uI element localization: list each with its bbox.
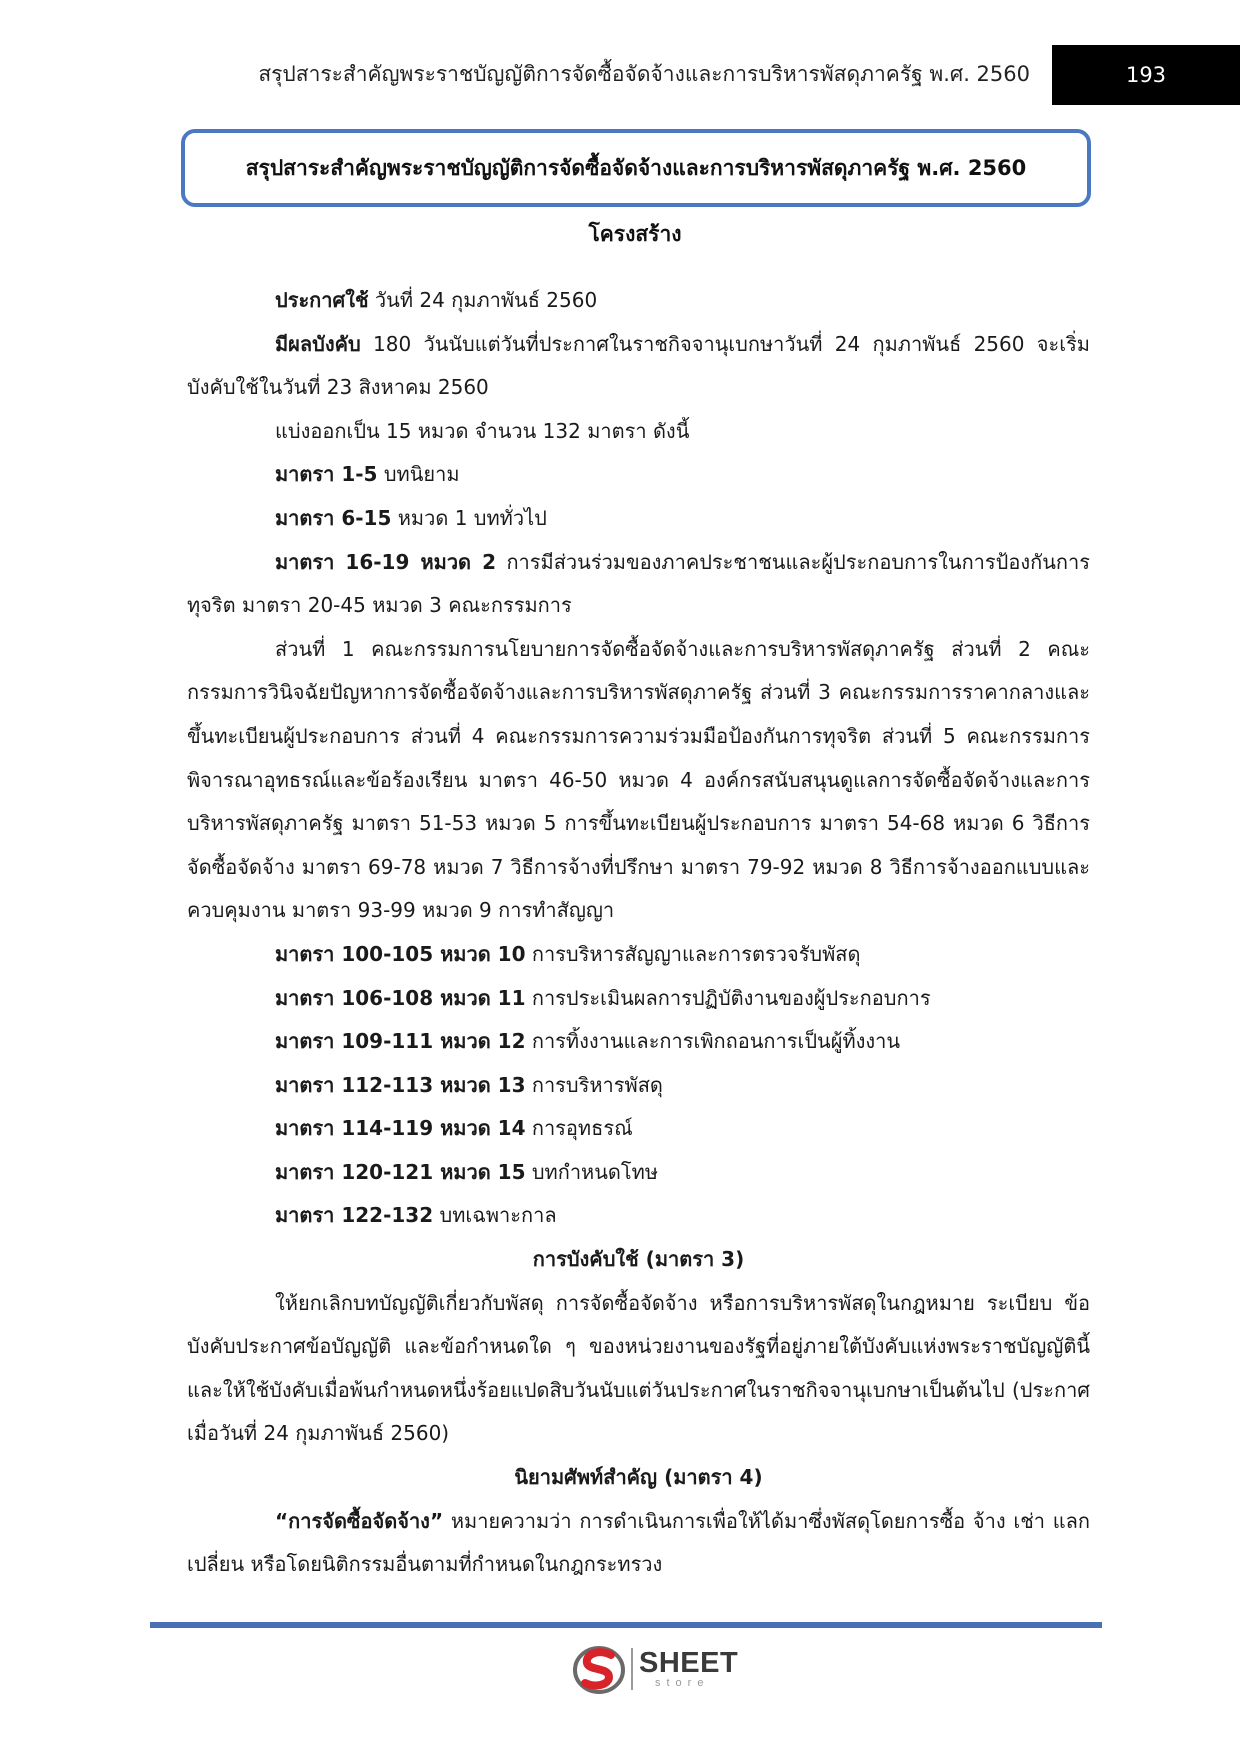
section-label: มาตรา 114-119 หมวด 14: [275, 1116, 526, 1141]
section-text: บทเฉพาะกาล: [433, 1203, 557, 1228]
section-122-132: [187, 1194, 1090, 1238]
section-112-113: [187, 1064, 1090, 1108]
footer-rule: [150, 1622, 1102, 1628]
document-title: สรุปสาระสำคัญพระราชบัญญัติการจัดซื้อจัดจ้างและการบริหารพัสดุภาครัฐ พ.ศ. 2560: [245, 155, 1027, 180]
enforcement-heading: การบังคับใช้ (มาตรา 3): [532, 1247, 745, 1272]
section-114-119: [187, 1107, 1090, 1151]
logo-sub-text: store: [655, 1677, 710, 1689]
section-text: การบริหารพัสดุ: [525, 1072, 663, 1097]
section-label: มาตรา 100-105 หมวด 10: [275, 941, 526, 966]
section-6-15: [187, 497, 1090, 541]
document-title-box: [181, 129, 1091, 207]
section-label: มาตรา 16-19 หมวด 2: [275, 549, 496, 574]
section-label: มาตรา 120-121 หมวด 15: [275, 1159, 526, 1184]
definition-procurement: [187, 1500, 1090, 1587]
running-header-title: สรุปสาระสำคัญพระราชบัญญัติการจัดซื้อจัดจ้างและการบริหารพัสดุภาครัฐ พ.ศ. 2560: [258, 62, 1030, 86]
section-label: มาตรา 6-15: [275, 505, 392, 530]
definitions-heading: นิยามศัพท์สำคัญ (มาตรา 4): [514, 1465, 763, 1490]
section-text: การประเมินผลการปฏิบัติงานของผู้ประกอบการ: [525, 985, 931, 1010]
enforcement-paragraph: ให้ยกเลิกบทบัญญัติเกี่ยวกับพัสดุ การจัดซื้อจัดจ้าง หรือการบริหารพัสดุในกฎหมาย ระเบียบ ข้อบังคับประกาศข้อบัญญัติ และข้อกำหนดใด ๆ ของหน่วยงานของรัฐที่อยู่ภายใต้บังคับแห่งพระราชบัญญัตินี้ และให้ใช้บังคับเมื่อพ้นกำหนดหนึ่งร้อยแปดสิบวันนับแต่วันประกาศในราชกิจจานุเบกษาเป็นต้นไป (ประกาศ เมื่อวันที่ 24 กุมภาพันธ์ 2560): [187, 1290, 1090, 1446]
announce-text: วันที่ 24 กุมภาพันธ์ 2560: [368, 288, 598, 312]
section-text: การทิ้งงานและการเพิกถอนการเป็นผู้ทิ้งงาน: [525, 1029, 901, 1054]
effective-label: มีผลบังคับ: [275, 331, 361, 356]
section-text: หมวด 1 บททั่วไป: [391, 505, 547, 530]
body-content: [187, 279, 1090, 1587]
sheet-s-logo-icon: [573, 1643, 625, 1695]
effective-paragraph: [187, 323, 1090, 410]
definition-text: หมายความว่า การดำเนินการเพื่อให้ได้มาซึ่งพัสดุโดยการซื้อ จ้าง เช่า แลกเปลี่ยน หรือโดยนิติกรรมอื่นตามที่กำหนดในกฎกระทรวง: [187, 1508, 1090, 1577]
announce-label: ประกาศใช้: [275, 288, 369, 312]
section-label: มาตรา 1-5: [275, 462, 378, 487]
structure-heading: โครงสร้าง: [588, 222, 682, 246]
section-text: การอุทธรณ์: [525, 1116, 633, 1141]
logo-text: [639, 1649, 738, 1689]
section-text: บทนิยาม: [377, 462, 460, 487]
section-text: การมีส่วนร่วมของภาคประชาชนและผู้ประกอบการในการป้องกันการทุจริต มาตรา 20-45 หมวด 3 คณะกรรมการ: [187, 549, 1090, 618]
effective-text: 180 วันนับแต่วันที่ประกาศในราชกิจจานุเบกษาวันที่ 24 กุมภาพันธ์ 2560 จะเริ่มบังคับใช้ในวันที่ 23 สิงหาคม 2560: [187, 331, 1090, 400]
section-16-19: [187, 541, 1090, 628]
section-120-121: [187, 1151, 1090, 1195]
section-label: มาตรา 112-113 หมวด 13: [275, 1072, 526, 1097]
page-number: 193: [1052, 45, 1240, 105]
logo-main-text: SHEET: [639, 1647, 739, 1679]
logo-divider: [631, 1648, 633, 1690]
announce-paragraph: [187, 279, 1090, 323]
sheet-store-logo: [573, 1643, 738, 1695]
division-paragraph: แบ่งออกเป็น 15 หมวด จำนวน 132 มาตรา ดังนี้: [275, 418, 690, 443]
section-100-105: [187, 933, 1090, 977]
committee-paragraph: ส่วนที่ 1 คณะกรรมการนโยบายการจัดซื้อจัดจ้างและการบริหารพัสดุภาครัฐ ส่วนที่ 2 คณะกรรมการวินิจฉัยปัญหาการจัดซื้อจัดจ้างและการบริหารพัสดุภาครัฐ ส่วนที่ 3 คณะกรรมการราคากลางและขึ้นทะเบียนผู้ประกอบการ ส่วนที่ 4 คณะกรรมการความร่วมมือป้องกันการทุจริต ส่วนที่ 5 คณะกรรมการพิจารณาอุทธรณ์และข้อร้องเรียน มาตรา 46-50 หมวด 4 องค์กรสนับสนุนดูแลการจัดซื้อจัดจ้างและการบริหารพัสดุภาครัฐ มาตรา 51-53 หมวด 5 การขึ้นทะเบียนผู้ประกอบการ มาตรา 54-68 หมวด 6 วิธีการจัดซื้อจัดจ้าง มาตรา 69-78 หมวด 7 วิธีการจ้างที่ปรึกษา มาตรา 79-92 หมวด 8 วิธีการจ้างออกแบบและควบคุมงาน มาตรา 93-99 หมวด 9 การทำสัญญา: [187, 636, 1090, 923]
section-1-5: [187, 453, 1090, 497]
section-109-111: [187, 1020, 1090, 1064]
section-text: บทกำหนดโทษ: [525, 1159, 659, 1184]
section-label: มาตรา 122-132: [275, 1203, 434, 1228]
section-label: มาตรา 109-111 หมวด 12: [275, 1029, 526, 1054]
definition-term: “การจัดซื้อจัดจ้าง”: [275, 1508, 444, 1533]
section-106-108: [187, 977, 1090, 1021]
section-text: การบริหารสัญญาและการตรวจรับพัสดุ: [525, 941, 861, 966]
section-label: มาตรา 106-108 หมวด 11: [275, 985, 526, 1010]
